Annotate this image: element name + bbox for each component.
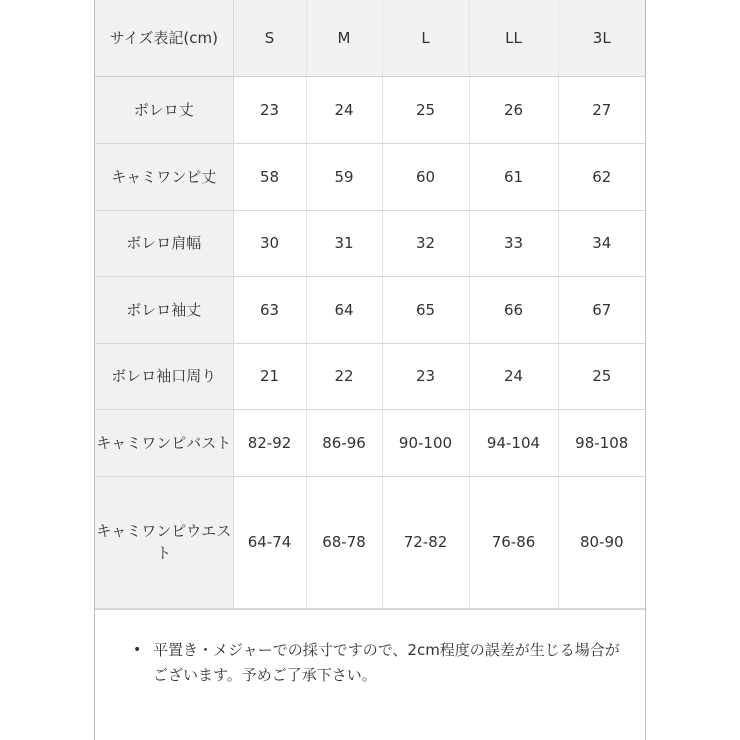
table-cell: 27 — [558, 76, 645, 143]
table-cell: 24 — [469, 343, 558, 409]
table-cell: 31 — [306, 210, 382, 276]
size-header-s: S — [233, 0, 306, 76]
note-item — [133, 638, 623, 688]
table-cell: 90-100 — [382, 409, 469, 476]
table-cell: 58 — [233, 143, 306, 210]
table-cell: 68-78 — [306, 476, 382, 608]
table-row — [95, 343, 645, 409]
row-label: キャミワンピ丈 — [95, 143, 233, 210]
table-cell: 63 — [233, 276, 306, 343]
table-row — [95, 210, 645, 276]
table-row — [95, 409, 645, 476]
table-cell: 59 — [306, 143, 382, 210]
row-label: ボレロ袖口周り — [95, 343, 233, 409]
table-cell: 72-82 — [382, 476, 469, 608]
size-table — [95, 0, 645, 609]
row-label: キャミワンピウエスト — [95, 476, 233, 608]
table-row — [95, 76, 645, 143]
table-header-row — [95, 0, 645, 76]
table-row — [95, 143, 645, 210]
table-cell: 66 — [469, 276, 558, 343]
table-row — [95, 476, 645, 608]
table-cell: 82-92 — [233, 409, 306, 476]
table-cell: 61 — [469, 143, 558, 210]
table-cell: 76-86 — [469, 476, 558, 608]
table-cell: 26 — [469, 76, 558, 143]
row-label: ボレロ袖丈 — [95, 276, 233, 343]
row-label: キャミワンピバスト — [95, 409, 233, 476]
table-cell: 64-74 — [233, 476, 306, 608]
size-header-l: L — [382, 0, 469, 76]
note-area — [95, 609, 645, 688]
bullet-icon: • — [133, 642, 142, 658]
table-cell: 94-104 — [469, 409, 558, 476]
table-cell: 65 — [382, 276, 469, 343]
row-label: ボレロ丈 — [95, 76, 233, 143]
table-cell: 98-108 — [558, 409, 645, 476]
size-header-m: M — [306, 0, 382, 76]
size-header-3l: 3L — [558, 0, 645, 76]
header-label-cell: サイズ表記(cm) — [95, 0, 233, 76]
table-cell: 34 — [558, 210, 645, 276]
table-cell: 80-90 — [558, 476, 645, 608]
table-cell: 32 — [382, 210, 469, 276]
note-list — [95, 610, 645, 688]
table-cell: 62 — [558, 143, 645, 210]
size-chart-frame — [94, 0, 646, 740]
table-cell: 24 — [306, 76, 382, 143]
table-row — [95, 276, 645, 343]
table-cell: 22 — [306, 343, 382, 409]
table-cell: 67 — [558, 276, 645, 343]
table-cell: 86-96 — [306, 409, 382, 476]
table-cell: 23 — [233, 76, 306, 143]
table-cell: 25 — [558, 343, 645, 409]
table-cell: 60 — [382, 143, 469, 210]
table-cell: 33 — [469, 210, 558, 276]
table-cell: 25 — [382, 76, 469, 143]
table-cell: 30 — [233, 210, 306, 276]
size-header-ll: LL — [469, 0, 558, 76]
table-cell: 64 — [306, 276, 382, 343]
table-cell: 23 — [382, 343, 469, 409]
note-text: 平置き・メジャーでの採寸ですので、2cm程度の誤差が生じる場合がございます。予めご了承下さい。 — [153, 641, 620, 684]
table-cell: 21 — [233, 343, 306, 409]
row-label: ボレロ肩幅 — [95, 210, 233, 276]
